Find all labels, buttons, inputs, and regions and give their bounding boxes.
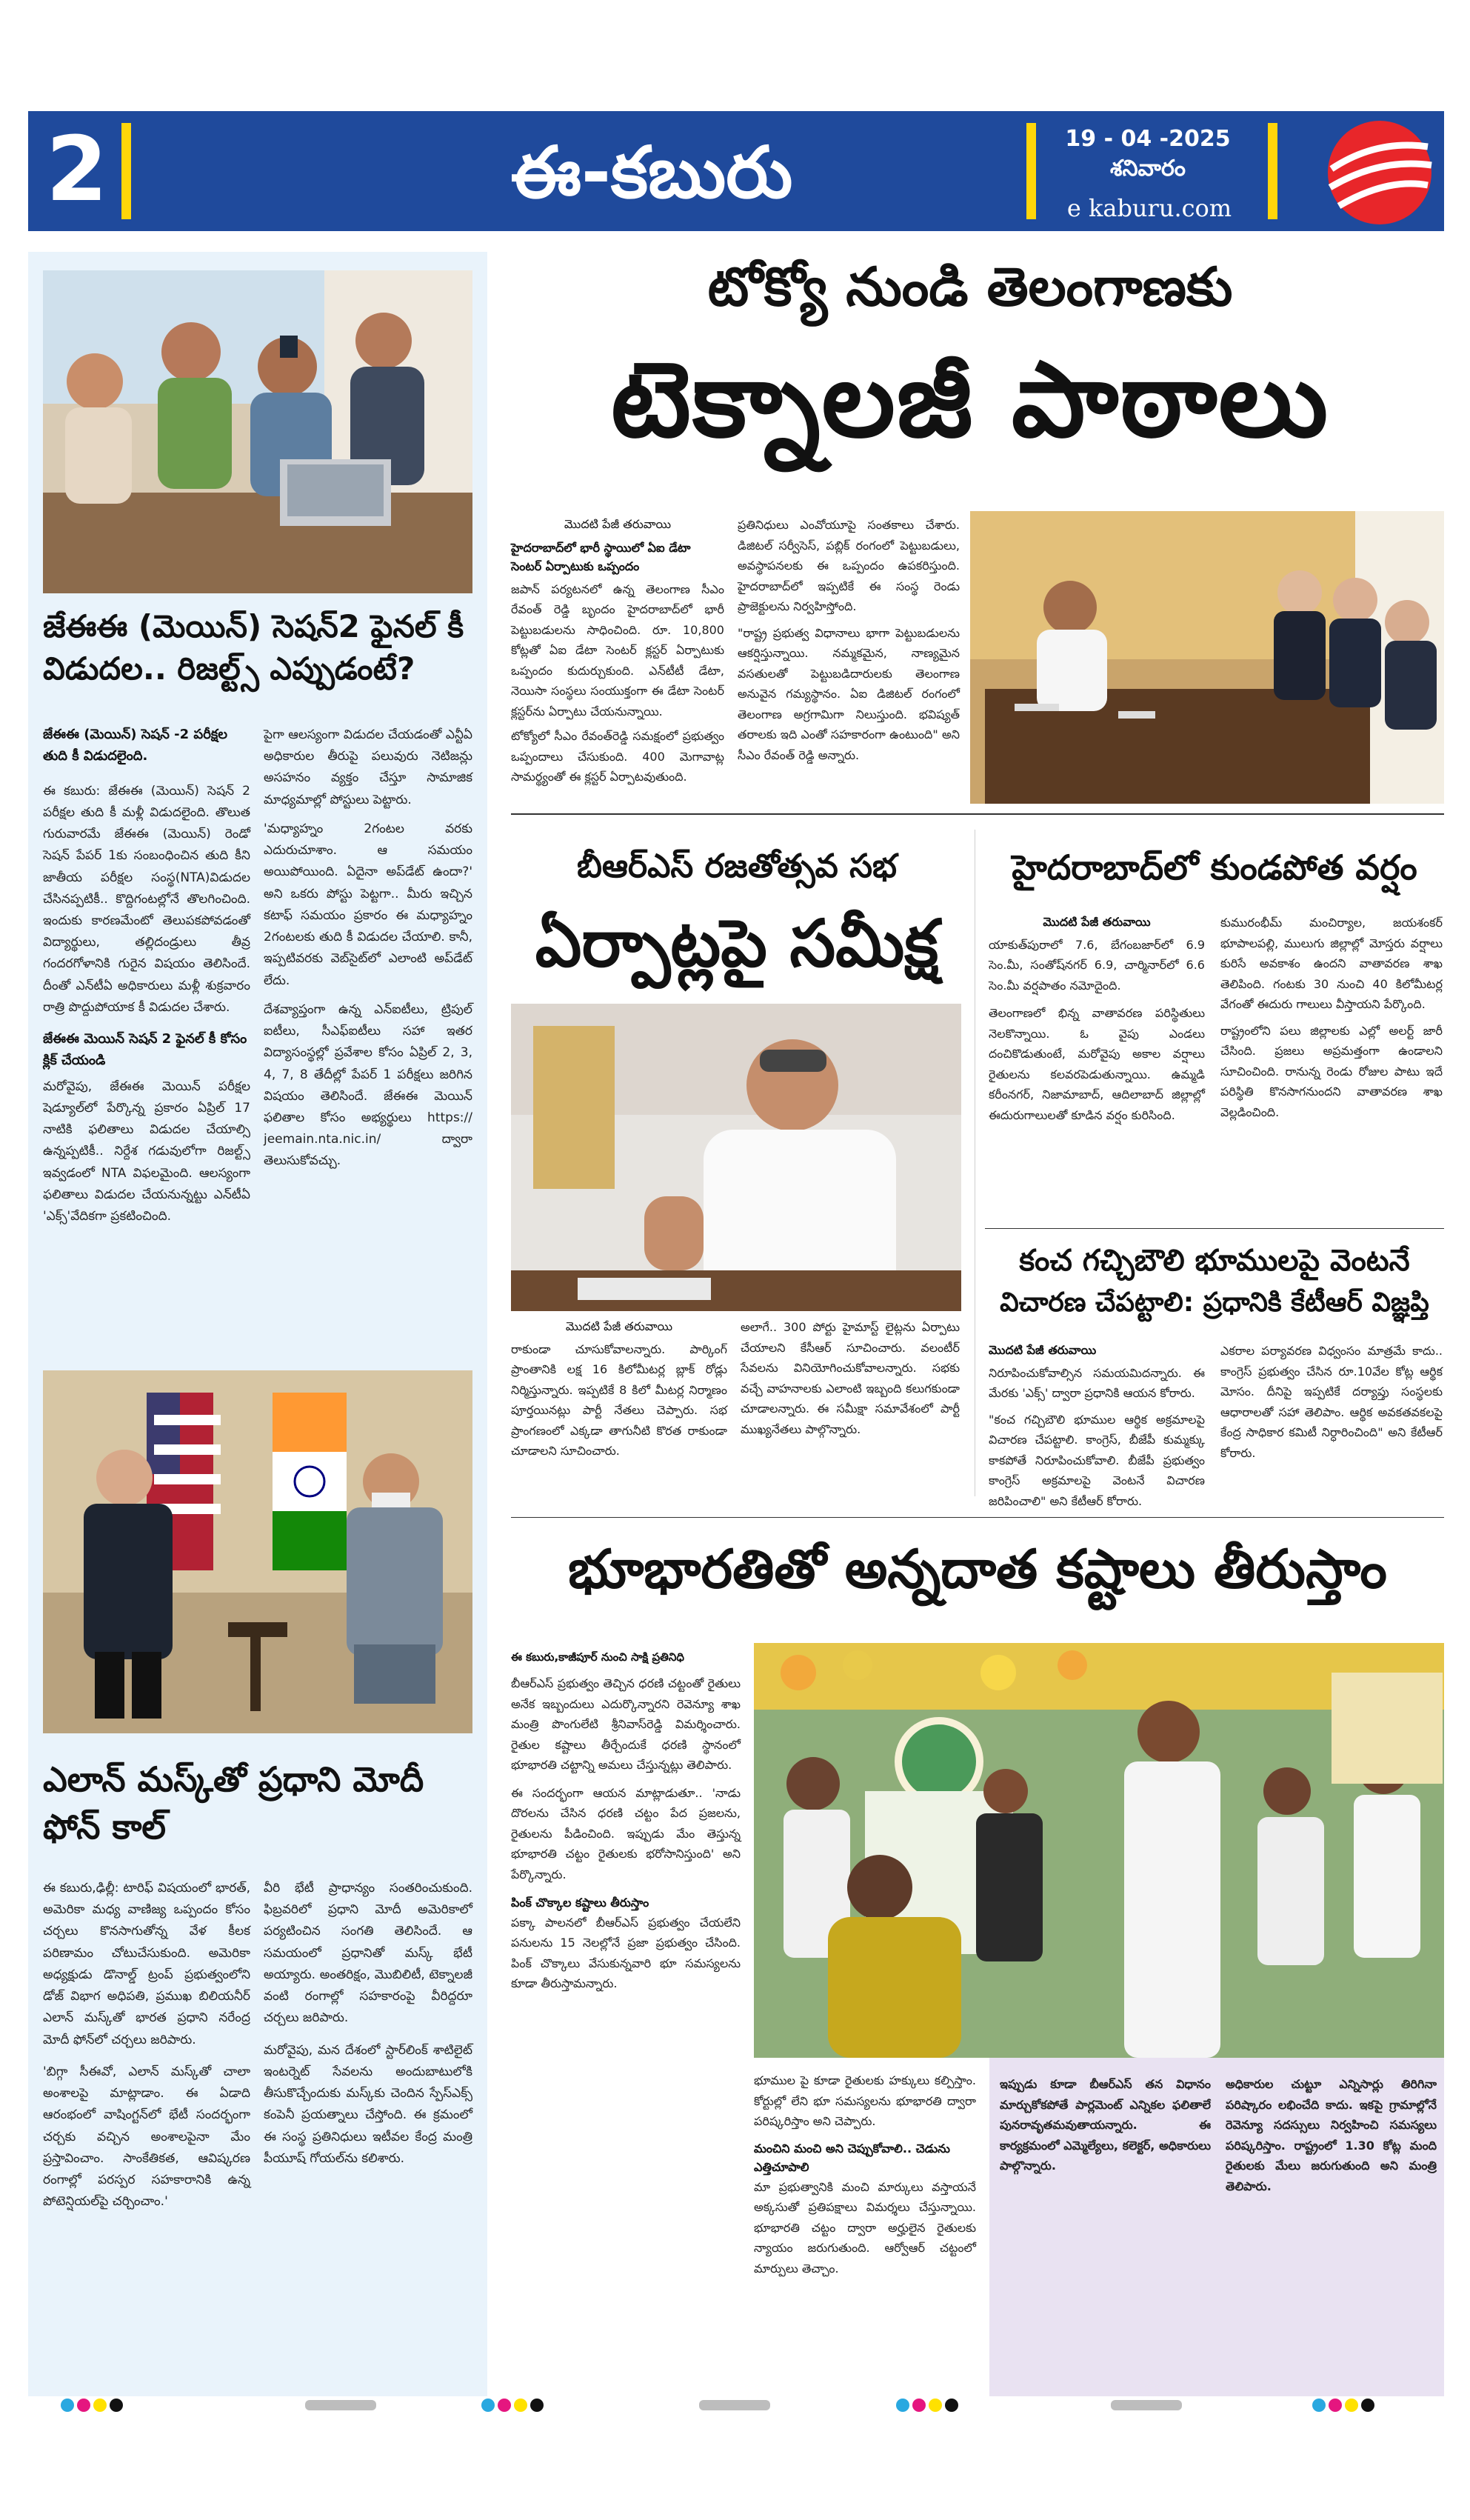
musk-paragraph: వీరి భేటీ ప్రాధాన్యం సంతరించుకుంది. ఫిబ్రవరిలో ప్రధాని మోదీ అమెరికాలో పర్యటించిన సంగతి తెలిసిందే. ఆ సమయంలో ప్రధానితో మస్క్ భేటీ అయ్యారు. అంతరిక్షం, మొబిలిటీ, టెక్నాలజీ వంటి రంగాల్లో సహకారంపై వీరిద్దరూ చర్చలు జరిపారు.: [264, 1881, 472, 2026]
print-color-mark: [1345, 2399, 1358, 2412]
bhubharati-paragraph: భూముల పై కూడా రైతులకు హక్కులు కల్పిస్తాం. కోర్టుల్లో లేని భూ సమస్యలను భూభారతి ద్వారా పరిష్కరిస్తాం అని చెప్పారు.: [754, 2073, 976, 2129]
minister-event-photo: [754, 1643, 1444, 2058]
bhubharati-paragraph: మా ప్రభుత్వానికి మంచి మార్కులు వస్తాయనే అక్కసుతో ప్రతిపక్షాలు విమర్శలు చేస్తున్నాయి. భూభారతి చట్టం ద్వారా అర్హులైన రైతులకు న్యాయం జరుగుతుంది. ఆర్వోఆర్ చట్టంలో మార్పులు తెచ్చాం.: [754, 2179, 976, 2276]
jee-paragraph: ఈ కబురు: జేఈఈ (మెయిన్) సెషన్ 2 పరీక్షల తుది కీ మళ్లీ విడుదలైంది. తొలుత గురువారమే జేఈఈ (మెయిన్) రెండో సెషన్ పేపర్ 1కు సంబంధించిన తుది కీని జాతీయ పరీక్షల సంస్థ(NTA)విడుదల చేసినప్పటికీ.. కొద్దిగంటల్లోనే తొలగించింది. ఇందుకు కారణమేంటో తెలుపకపోవడంతో విద్యార్థులు, తల్లిదండ్రులు తీవ్ర గందరగోళానికి గురైన విషయం తెలిసిందే. దీంతో ఎన్‌టీఏ అధికారులు మళ్లీ శుక్రవారం రాత్రి పొద్దుపోయాక కీ విడుదల చేశారు.: [43, 783, 250, 1015]
bhubharati-subhead: మంచిని మంచి అని చెప్పుకోవాలి.. చెడును ఎత్తిచూపాలి: [754, 2141, 950, 2175]
print-color-mark: [110, 2399, 123, 2412]
print-color-mark: [912, 2399, 926, 2412]
bhubharati-paragraph: అధికారుల చుట్టూ ఎన్నిసార్లు తిరిగినా పరిష్కారం లభించేది కాదు. ఇకపై గ్రామాల్లోనే రెవెన్యూ సదస్సులు నిర్వహించి సమస్యలు పరిష్కరిస్తాం. రాష్ట్రంలో 1.30 కోట్ల మంది రైతులకు మేలు జరుగుతుంది అని మంత్రి తెలిపారు.: [1226, 2077, 1437, 2193]
print-color-mark: [498, 2399, 511, 2412]
main-paragraph: ప్రతినిధులు ఎంవోయూపై సంతకాలు చేశారు. డిజిటల్ సర్వీసెస్, పబ్లిక్ రంగంలో పెట్టుబడులు, అవస్థాపనలకు ఈ ఒప్పందం ఉపకరిస్తుంది. హైదరాబాద్‌లో ఇప్పటికే ఈ సంస్థ రెండు ప్రాజెక్టులను నిర్వహిస్తోంది.: [738, 518, 960, 614]
main-dateline: మొదటి పేజీ తరువాయి: [564, 517, 672, 531]
print-color-mark: [929, 2399, 942, 2412]
kancha-paragraph: ఎకరాల పర్యావరణ విధ్వంసం మాత్రమే కాదు.. కాంగ్రెస్ ప్రభుత్వం చేసిన రూ.10వేల కోట్ల ఆర్థిక మోసం. దీనిపై ఇప్పటికే దర్యాప్తు సంస్థలకు ఆధారాలతో సహా తెలిపాం. ఆర్థిక అవకతవకలపై కేంద్ర సాధికార కమిటీ నిర్ధారించింది" అని కేటీఆర్ కోరారు.: [1220, 1344, 1443, 1460]
kancha-dateline: మొదటి పేజీ తరువాయి: [989, 1343, 1097, 1357]
jee-paragraph: దేశవ్యాప్తంగా ఉన్న ఎన్ఐటీలు, ట్రిపుల్ ఐటీలు, సీఎఫ్ఐటీలు సహా ఇతర విద్యాసంస్థల్లో ప్రవేశాల కోసం ఏప్రిల్ 2, 3, 4, 7, 8 తేదీల్లో పేపర్ 1 పరీక్షలు జరిగిన విషయం తెలిసిందే. జేఈఈ మెయిన్ ఫలితాల కోసం అభ్యర్థులు https:// jeemain.nta.nic.in/ ద్వారా తెలుసుకోవచ్చు.: [264, 1001, 472, 1169]
print-color-mark: [1361, 2399, 1374, 2412]
paper-logo-icon: [1324, 117, 1435, 228]
print-color-mark: [77, 2399, 90, 2412]
kancha-headline-line1: కంచ గచ్చిబౌలి భూములపై వెంటనే: [1019, 1244, 1410, 1278]
rain-paragraph: రాష్ట్రంలోని పలు జిల్లాలకు ఎల్లో అలర్ట్ జారీ చేసింది. ప్రజలు అప్రమత్తంగా ఉండాలని సూచించింది. రానున్న రెండు రోజుల పాటు ఇదే పరిస్థితి కొనసాగనుందని వాతావరణ శాఖ వెల్లడించింది.: [1220, 1023, 1443, 1119]
kancha-paragraph: నిరూపించుకోవాల్సిన సమయమిదన్నారు. ఈ మేరకు 'ఎక్స్' ద్వారా ప్రధానికి ఆయన కోరారు.: [989, 1365, 1205, 1401]
kancha-headline-line2: విచారణ చేపట్టాలి: ప్రధానికి కేటీఆర్ విజ్ఞప్తి: [1000, 1287, 1429, 1318]
main-headline: టెక్నాలజీ పాఠాలు: [610, 340, 1330, 461]
jee-click-link[interactable]: జేఈఈ మెయిన్ సెషన్ 2 ఫైనల్ కీ కోసం క్లిక్ చేయండి: [43, 1031, 247, 1068]
print-color-mark: [896, 2399, 909, 2412]
jee-paragraph: మరోవైపు, జేఈఈ మెయిన్ పరీక్షల షెడ్యూల్‌లో పేర్కొన్న ప్రకారం ఏప్రిల్ 17 నాటికి ఫలితాలు విడుదల చేయాల్సి ఉన్నప్పటికీ.. నిర్దేశ గడువులోగా రిజల్ట్స్ ఇవ్వడంలో NTA విఫలమైంది. ఆలస్యంగా ఫలితాలు విడుదల చేయనున్నట్టు ఎన్‌టీఏ 'ఎక్స్'వేదికగా ప్రకటించింది.: [43, 1079, 250, 1224]
rain-dateline: మొదటి పేజీ తరువాయి: [1043, 915, 1151, 929]
website-address: e kaburu.com: [1066, 194, 1232, 222]
jee-paragraph: 'మధ్యాహ్నం 2గంటల వరకు ఎదురుచూశాం. ఆ సమయం అయిపోయింది. ఏదైనా అప్‌డేట్ ఉందా?' అని ఒకరు పోస్టు పెట్టగా.. మీరు ఇచ్చిన కటాఫ్ సమయం ప్రకారం ఈ మధ్యాహ్నం 2గంటలకు తుది కీ విడుదల చేయాలి. కానీ, ఇప్పటివరకు వెబ్‌సైట్‌లో ఎలాంటి అప్‌డేట్ లేదు.: [264, 821, 472, 988]
print-color-mark: [1312, 2399, 1326, 2412]
print-color-mark: [530, 2399, 544, 2412]
print-color-mark: [945, 2399, 958, 2412]
print-color-mark: [481, 2399, 495, 2412]
issue-date: 19 - 04 -2025: [1065, 126, 1231, 152]
brs-kicker: బీఆర్ఎస్ రజతోత్సవ సభ: [576, 847, 898, 885]
issue-day: శనివారం: [1110, 156, 1186, 181]
musk-modi-photo: [43, 1370, 472, 1733]
brs-paragraph: అలాగే.. 300 పోర్టు హైమాస్ట్ లైట్లను ఏర్పాటు చేయాలని కేసీఆర్ సూచించారు. వలంటీర్ సేవలను వినియోగించుకోవాలన్నారు. సభకు వచ్చే వాహనాలకు ఎలాంటి ఇబ్బంది కలుగకుండా చూడాలన్నారు. ఈ సమీక్షా సమావేశంలో పార్టీ ముఖ్యనేతలు పాల్గొన్నారు.: [741, 1320, 960, 1436]
main-paragraph: "రాష్ట్ర ప్రభుత్వ విధానాలు భాగా పెట్టుబడులను ఆకర్షిస్తున్నాయి. నమ్మకమైన, నాణ్యమైన వసతులతో పెట్టుబడిదారులకు తెలంగాణ అనువైన గమ్యస్థానం. ఏఐ డిజిటల్ రంగంలో తెలంగాణ అగ్రగామిగా నిలుస్తుంది. భవిష్యత్ తరాలకు ఇది ఎంతో సహకారంగా ఉంటుంది" అని సీఎం రేవంత్ రెడ్డి అన్నారు.: [738, 625, 960, 762]
print-color-mark: [514, 2399, 527, 2412]
jee-lead: జేఈఈ (మెయిన్) సెషన్ -2 పరీక్షల తుది కీ విడుదలైంది.: [43, 727, 228, 764]
bhubharati-headline: భూభారతితో అన్నదాత కష్టాలు తీరుస్తాం: [568, 1538, 1387, 1600]
bhubharati-paragraph: పక్కా పాలనలో బీఆర్ఎస్ ప్రభుత్వం చేయలేని పనులను 15 నెలల్లోనే ప్రజా ప్రభుత్వం చేసింది. పింక్ చొక్కాలు వేసుకున్నవారి భూ సమస్యలను కూడా తీరుస్తామన్నారు.: [511, 1915, 741, 1991]
cm-meeting-photo: [970, 511, 1444, 804]
masthead-divider: [121, 123, 131, 219]
main-paragraph: జపాన్ పర్యటనలో ఉన్న తెలంగాణ సీఎం రేవంత్ రెడ్డి బృందం హైదరాబాద్‌లో భారీ పెట్టుబడులను సాధించింది. రూ. 10,800 కోట్లతో ఏఐ డేటా సెంటర్ క్లస్టర్ ఏర్పాటుకు ఒప్పందం కుదుర్చుకుంది. ఎన్‌టీటీ డేటా, నెయిసా సంస్థలు సంయుక్తంగా ఈ డేటా సెంటర్ క్లస్టర్‌ను ఏర్పాటు చేయనున్నాయి.: [511, 581, 724, 719]
print-color-mark: [61, 2399, 74, 2412]
rain-paragraph: తెలంగాణలో భిన్న వాతావరణ పరిస్థితులు నెలకొన్నాయి. ఓ వైపు ఎండలు దంచికొడుతుంటే, మరోవైపు అకాల వర్షాలు రైతులను కలవరపెడుతున్నాయి. ఉమ్మడి కరీంనగర్, నిజామాబాద్, ఆదిలాబాద్ జిల్లాల్లో ఈదురుగాలులతో కూడిన వర్షం కురిసింది.: [989, 1006, 1205, 1122]
brs-headline: ఏర్పాట్లపై సమీక్ష: [535, 905, 939, 981]
bhubharati-paragraph: ఈ సందర్భంగా ఆయన మాట్లాడుతూ.. 'నాడు దొరలను చేసిన ధరణి చట్టం పేద ప్రజలను, రైతులను పీడించింది. ఇప్పుడు మేం తెస్తున్న భూభారతి చట్టం రైతులకు భరోసానిస్తుంది' అని పేర్కొన్నారు.: [511, 1785, 741, 1881]
main-subhead: హైదరాబాద్‌లో భారీ స్థాయిలో ఏఐ డేటా సెంటర్ ఏర్పాటుకు ఒప్పందం: [511, 540, 691, 574]
musk-paragraph: ఈ కబురు,ఢిల్లీ: టారిఫ్ విషయంలో భారత్, అమెరికా మధ్య వాణిజ్య ఒప్పందం కోసం చర్చలు కొనసాగుతోన్న వేళ కీలక పరిణామం చోటుచేసుకుంది. అమెరికా అధ్యక్షుడు డొనాల్డ్ ట్రంప్ ప్రభుత్వంలోని డోజ్ విభాగ అధిపతి, ప్రముఖ బిలియనీర్ ఎలాన్ మస్క్‌తో భారత ప్రధాని నరేంద్ర మోదీ ఫోన్‌లో చర్చలు జరిపారు.: [43, 1881, 250, 2047]
masthead-divider: [1268, 123, 1277, 219]
main-paragraph: టోక్యోలో సీఎం రేవంత్‌రెడ్డి సమక్షంలో ప్రభుత్వం ఒప్పందాలు చేసుకుంది. 400 మెగావాట్ల సామర్థ్యంతో ఈ క్లస్టర్ ఏర్పాటవుతుంది.: [511, 729, 724, 784]
section-divider: [511, 813, 1444, 815]
musk-paragraph: మరోవైపు, మన దేశంలో స్టార్‌లింక్ శాటిలైట్ ఇంటర్నెట్ సేవలను అందుబాటులోకి తీసుకొచ్చేందుకు మస్క్‌కు చెందిన స్పేస్‌ఎక్స్ కంపెనీ ప్రయత్నాలు చేస్తోంది. ఈ క్రమంలో ఈ సంస్థ ప్రతినిధులు ఇటీవల కేంద్ర మంత్రి పీయూష్ గోయల్‌ను కలిశారు.: [264, 2042, 472, 2166]
paper-name: ఈ-కబురు: [510, 131, 793, 214]
print-gray-mark: [699, 2400, 770, 2410]
kancha-paragraph: "కంచ గచ్చిబౌలి భూముల ఆర్థిక అక్రమాలపై విచారణ చేపట్టాలి. కాంగ్రెస్, బీజేపీ కుమ్మక్కు కాకపోతే నిరూపించుకోవాలి. బీజేపీ ప్రభుత్వం కాంగ్రెస్ అక్రమాలపై వెంటనే విచారణ జరిపించాలి" అని కేటీఆర్ కోరారు.: [989, 1412, 1205, 1508]
jee-paragraph: పైగా ఆలస్యంగా విడుదల చేయడంతో ఎన్టీఏ అధికారుల తీరుపై పలువురు నెటిజన్లు అసహనం వ్యక్తం చేస్తూ సామాజిక మాధ్యమాల్లో పోస్టులు పెట్టారు.: [264, 727, 472, 807]
musk-headline: ఎలాన్ మస్క్‌తో ప్రధాని మోదీ ఫోన్ కాల్: [43, 1759, 424, 1847]
print-gray-mark: [305, 2400, 376, 2410]
print-gray-mark: [1111, 2400, 1182, 2410]
bhubharati-dateline: ఈ కబురు,కాజీపూర్ నుంచి సాక్షి ప్రతినిధి: [511, 1650, 684, 1664]
main-kicker: టోక్యో నుండి తెలంగాణకు: [707, 256, 1233, 318]
print-color-mark: [93, 2399, 107, 2412]
rain-paragraph: కుమురంభీమ్ మంచిర్యాల, జయశంకర్ భూపాలపల్లి, ములుగు జిల్లాల్లో మోస్తరు వర్షాలు కురిసే అవకాశం ఉందని వాతావరణ శాఖ తెలిపింది. గంటకు 30 నుంచి 40 కిలోమీటర్ల వేగంతో ఈదురు గాలులు వీస్తాయని పేర్కొంది.: [1220, 916, 1443, 1012]
bhubharati-paragraph: బీఆర్ఎస్ ప్రభుత్వం తెచ్చిన ధరణి చట్టంతో రైతులు అనేక ఇబ్బందులు ఎదుర్కొన్నారని రెవెన్యూ శాఖ మంత్రి పొంగులేటి శ్రీనివాస్‌రెడ్డి విమర్శించారు. రైతుల కష్టాలు తీర్చేందుకే ధరణి స్థానంలో భూభారతి చట్టాన్ని అమలు చేస్తున్నట్లు తెలిపారు.: [511, 1676, 741, 1773]
brs-paragraph: రాకుండా చూసుకోవాలన్నారు. పార్కింగ్ ప్రాంతానికి లక్ష 16 కిలోమీటర్ల బ్లాక్ రోడ్లు నిర్మిస్తున్నారు. ఇప్పటికే 8 కిలో మీటర్ల నిర్మాణం పూర్తయినట్లు పార్టీ నేతలు చెప్పారు. సభ ప్రాంగణంలో ఎక్కడా తాగునీటి కొరత రాకుండా చూడాలని సూచించారు.: [511, 1341, 727, 1459]
kcr-photo: [511, 1004, 961, 1311]
page-number: 2: [46, 119, 108, 221]
section-divider: [511, 1517, 1444, 1518]
brs-dateline: మొదటి పేజీ తరువాయి: [565, 1319, 673, 1333]
rain-headline: హైదరాబాద్‌లో కుండపోత వర్షం: [1012, 847, 1417, 887]
print-color-mark: [1329, 2399, 1342, 2412]
section-divider: [985, 1228, 1444, 1229]
rain-paragraph: యాకుత్‌పురాలో 7.6, బేగంబజార్‌లో 6.9 సెం.మీ, సంతోష్‌నగర్ 6.9, చార్మినార్‌లో 6.6 సెం.మీ వర్షపాతం నమోదైంది.: [989, 937, 1205, 993]
musk-paragraph: 'బిగ్గా సీఈవో, ఎలాన్ మస్క్‌తో చాలా అంశాలపై మాట్లాడాం. ఈ ఏడాది ఆరంభంలో వాషింగ్టన్‌లో భేటీ సందర్భంగా చర్చకు వచ్చిన అంశాలపైనా మేం ప్రస్తావించాం. సాంకేతికత, ఆవిష్కరణ రంగాల్లో పరస్పర సహకారానికి ఉన్న పోటెన్షియల్‌పై చర్చించాం.': [43, 2064, 250, 2210]
jee-headline: జేఈఈ (మెయిన్) సెషన్2 ఫైనల్ కీ విడుదల.. రిజల్ట్స్ ఎప్పుడంటే?: [43, 608, 464, 687]
students-photo: [43, 270, 472, 593]
bhubharati-subhead: పింక్ చొక్కాల కష్టాలు తీరుస్తాం: [511, 1896, 649, 1910]
bhubharati-paragraph: ఇప్పుడు కూడా బీఆర్ఎస్ తన విధానం మార్చుకోకపోతే పార్లమెంట్ ఎన్నికల ఫలితాలే పునరావృతమవుతాయన్నారు. ఈ కార్యక్రమంలో ఎమ్మెల్యేలు, కలెక్టర్, అధికారులు పాల్గొన్నారు.: [1000, 2077, 1211, 2173]
